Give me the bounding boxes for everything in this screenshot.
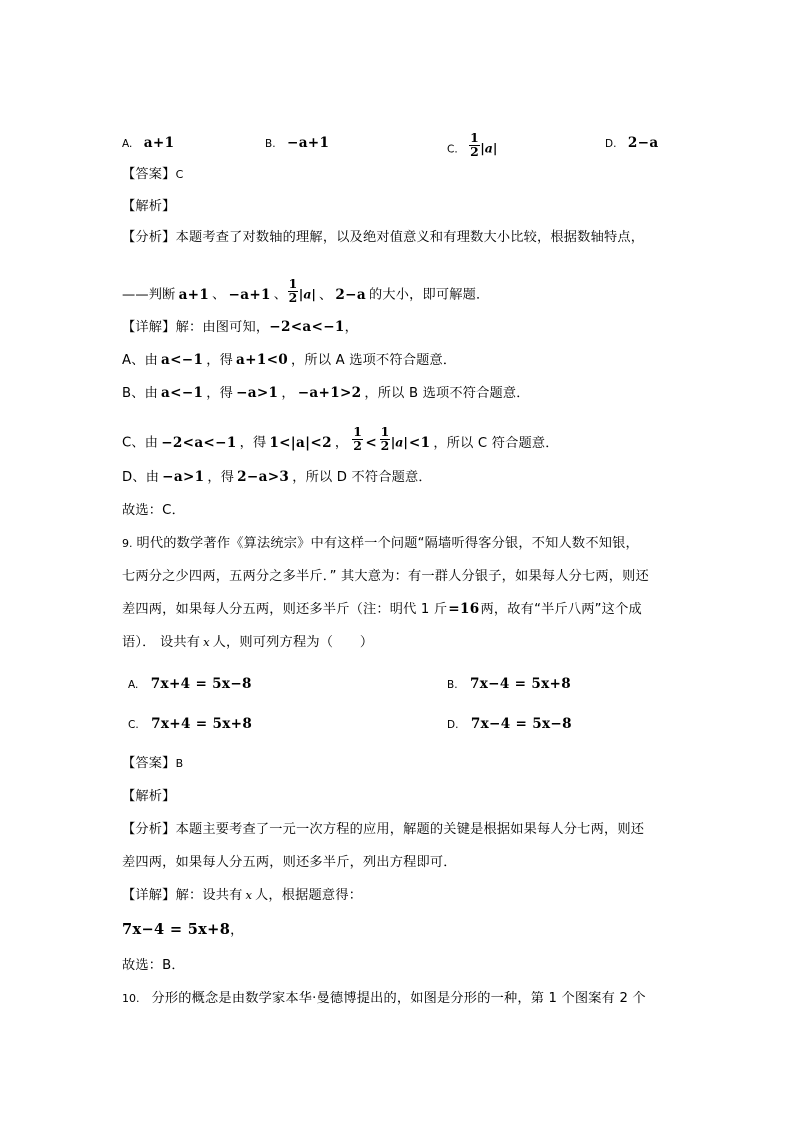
q9-stem-math-16: =16 xyxy=(448,601,480,617)
q8-judge-expr-2: −a+1 xyxy=(228,286,271,303)
q8-line-c-lt-1: < xyxy=(365,434,378,451)
q9-conclusion xyxy=(122,958,185,972)
q9-analysis-text-2: 差四两，如果每人分五两，则还多半斤，列出方程即可． xyxy=(122,855,457,870)
q8-option-a-label: A. xyxy=(122,138,133,150)
q8-judge-absolute: |a| xyxy=(298,286,316,302)
q9-option-d[interactable] xyxy=(447,715,572,733)
q9-detail-line xyxy=(122,888,362,902)
explain-tag: 【解析】 xyxy=(122,789,176,804)
q8-line-c xyxy=(122,423,559,455)
analysis-tag: 【分析】 xyxy=(122,822,176,837)
q8-line-d-math-1: −a>1 xyxy=(162,469,205,485)
q9-stem-text-4a: 语）． 设共有 xyxy=(122,635,201,650)
q9-option-b[interactable] xyxy=(447,675,571,693)
answer-tag: 【答案】 xyxy=(122,167,176,182)
q8-line-a-math-1: a<−1 xyxy=(161,352,204,368)
q8-line-d-suffix: ，所以 D 不符合题意． xyxy=(292,470,432,485)
q8-line-a xyxy=(122,353,456,368)
q8-line-d-prefix: D、由 xyxy=(122,470,160,485)
q8-detail-lead: 解：由图可知， xyxy=(175,320,270,335)
q8-detail-line xyxy=(122,320,358,335)
analysis-tag: 【分析】 xyxy=(122,230,176,245)
q8-option-c-absolute: |a| xyxy=(480,140,498,156)
q8-option-b[interactable] xyxy=(265,134,329,152)
q8-line-c-fraction-2 xyxy=(380,423,391,453)
q8-line-b xyxy=(122,386,530,401)
q8-line-b-math-1: a<−1 xyxy=(161,385,204,401)
q8-judge-fraction xyxy=(288,275,299,305)
q9-stem-line-3 xyxy=(122,602,642,617)
q8-judge-line xyxy=(122,275,490,307)
q8-line-b-mid: ，得 xyxy=(206,386,234,401)
q8-line-c-mid-2: ， xyxy=(334,435,349,451)
q9-option-d-expr: 7x−4 = 5x−8 xyxy=(470,716,572,732)
q8-line-c-math-2: 1<|a|<2 xyxy=(269,434,332,451)
fraction-denominator: 2 xyxy=(380,437,390,453)
q8-option-a-expr: a+1 xyxy=(143,135,175,151)
q8-option-a[interactable] xyxy=(122,134,174,152)
q8-judge-suffix: 的大小，即可解题． xyxy=(368,287,490,303)
q8-line-b-math-3: −a+1>2 xyxy=(297,385,362,401)
q8-analysis-text: 本题考查了对数轴的理解，以及绝对值意义和有理数大小比较，根据数轴特点， xyxy=(175,230,645,245)
q9-option-a-label: A. xyxy=(128,679,139,691)
q8-line-c-mid: ，得 xyxy=(239,435,267,451)
q8-answer-value: C xyxy=(175,168,184,181)
q9-answer-line xyxy=(122,756,183,770)
q8-line-c-math-1: −2<a<−1 xyxy=(161,434,237,451)
q8-line-d xyxy=(122,470,432,485)
q8-judge-expr-3: 2−a xyxy=(335,286,366,303)
q8-detail-range: −2<a<−1 xyxy=(269,319,345,335)
q8-line-b-math-2: −a>1 xyxy=(236,385,279,401)
q9-option-b-label: B. xyxy=(447,679,458,691)
q9-equation: 7x−4 = 5x+8 xyxy=(122,921,231,938)
q9-option-b-expr: 7x−4 = 5x+8 xyxy=(470,676,571,692)
q8-option-b-expr: −a+1 xyxy=(287,135,330,151)
detail-tag: 【详解】 xyxy=(122,888,176,903)
q8-conclusion xyxy=(122,503,185,517)
fraction-numerator: 1 xyxy=(470,129,479,145)
q8-option-d-label: D. xyxy=(605,138,617,150)
q8-line-a-math-2: a+1<0 xyxy=(236,352,289,368)
q9-number: 9. xyxy=(122,537,133,550)
q8-option-c-fraction xyxy=(469,129,480,159)
q9-stem-line-4 xyxy=(122,635,373,649)
q8-line-a-suffix: ，所以 A 选项不符合题意． xyxy=(291,353,457,368)
fraction-numerator: 1 xyxy=(380,423,390,439)
q9-stem-line-2 xyxy=(122,569,649,583)
q8-detail-comma: ， xyxy=(344,320,359,335)
q8-line-a-mid: ，得 xyxy=(206,353,234,368)
q9-stem-text-1: 明代的数学著作《算法统宗》中有这样一个问题“隔墙听得客分银，不知人数不知银， xyxy=(136,536,639,551)
fraction-denominator: 2 xyxy=(288,289,298,305)
q9-analysis-line-1 xyxy=(122,822,644,836)
q8-option-c[interactable] xyxy=(447,129,498,161)
q8-line-d-mid: ，得 xyxy=(207,470,235,485)
q8-judge-expr-1: a+1 xyxy=(178,286,210,303)
q8-option-b-label: B. xyxy=(265,138,276,150)
q8-judge-prefix: ——判断 xyxy=(122,287,176,303)
q9-option-c[interactable] xyxy=(128,715,252,733)
q9-conclusion-text: 故选：B． xyxy=(122,958,185,973)
q9-stem-text-3a: 差四两，如果每人分五两，则还多半斤（注：明代 1 斤 xyxy=(122,602,448,617)
q8-line-c-fraction-1 xyxy=(352,423,363,453)
q8-option-d[interactable] xyxy=(605,134,658,152)
q8-line-c-lt-2: <1 xyxy=(408,434,431,451)
fraction-numerator: 1 xyxy=(353,423,362,439)
q8-line-b-prefix: B、由 xyxy=(122,386,159,401)
q8-line-b-mid-2: ， xyxy=(281,386,295,401)
fraction-denominator: 2 xyxy=(470,143,479,159)
q8-explain-tag-line xyxy=(122,199,176,213)
q9-stem-text-4b: 人，则可列方程为（ ） xyxy=(212,635,374,650)
q9-option-c-expr: 7x+4 = 5x+8 xyxy=(151,716,253,732)
q9-answer-value: B xyxy=(175,757,184,770)
q8-line-b-suffix: ，所以 B 选项不符合题意． xyxy=(364,386,530,401)
q10-number: 10. xyxy=(122,992,140,1005)
q9-detail-lead-a: 解：设共有 xyxy=(175,888,243,903)
q9-option-a[interactable] xyxy=(128,675,252,693)
q9-detail-lead-b: 人，根据题意得： xyxy=(255,888,363,903)
q9-equation-line xyxy=(122,923,244,938)
q9-option-a-expr: 7x+4 = 5x−8 xyxy=(150,676,252,692)
q8-line-c-absolute: |a| xyxy=(390,434,408,450)
q9-explain-tag-line xyxy=(122,789,176,803)
detail-tag: 【详解】 xyxy=(122,320,176,335)
q8-line-c-suffix: ，所以 C 符合题意． xyxy=(433,435,559,451)
q9-stem-line-1 xyxy=(122,536,639,550)
q9-stem-text-3b: 两，故有“半斤八两”这个成 xyxy=(480,602,642,617)
q8-option-d-expr: 2−a xyxy=(627,135,659,151)
q9-equation-comma: ， xyxy=(230,923,244,938)
explain-tag: 【解析】 xyxy=(122,199,176,214)
q8-analysis-line xyxy=(122,230,644,244)
q9-stem-variable: x xyxy=(203,635,210,649)
q8-option-c-label: C. xyxy=(447,143,458,156)
q8-judge-sep-1: 、 xyxy=(212,287,226,303)
fraction-numerator: 1 xyxy=(288,275,298,291)
q9-analysis-line-2 xyxy=(122,855,457,869)
q9-analysis-text-1: 本题主要考查了一元一次方程的应用，解题的关键是根据如果每人分七两，则还 xyxy=(175,822,645,837)
q8-answer-line xyxy=(122,167,183,181)
q10-stem-line-1 xyxy=(122,991,646,1005)
q8-conclusion-text: 故选：C． xyxy=(122,503,185,518)
q8-line-a-prefix: A、由 xyxy=(122,353,158,368)
q9-detail-variable: x xyxy=(245,888,252,902)
q9-option-d-label: D. xyxy=(447,719,459,731)
q9-option-c-label: C. xyxy=(128,719,139,731)
q8-judge-sep-2: 、 xyxy=(273,287,288,303)
fraction-denominator: 2 xyxy=(353,437,362,453)
answer-tag: 【答案】 xyxy=(122,756,176,771)
q8-line-d-math-2: 2−a>3 xyxy=(237,469,290,485)
q10-stem-text-1: 分形的概念是由数学家本华·曼德博提出的，如图是分形的一种，第 1 个图案有 2 个 xyxy=(151,991,646,1006)
q8-judge-sep-3: 、 xyxy=(318,287,333,303)
q8-line-c-prefix: C、由 xyxy=(122,435,159,451)
q9-stem-text-2: 七两分之少四两，五两分之多半斤．” 其大意为：有一群人分银子，如果每人分七两，则还 xyxy=(122,569,649,584)
